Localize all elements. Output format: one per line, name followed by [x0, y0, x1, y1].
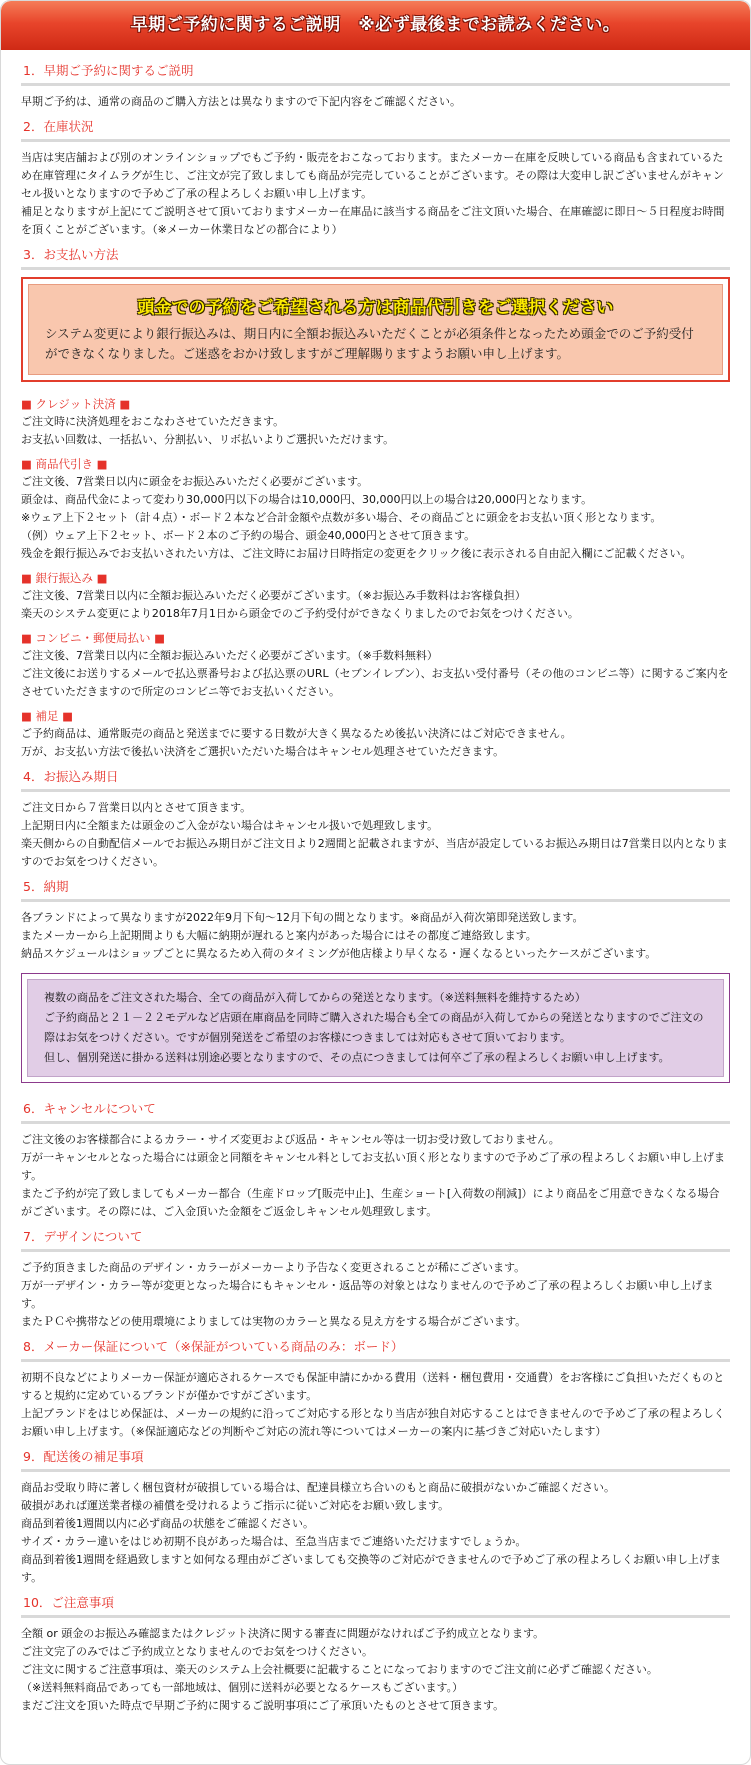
subsection-title-bank: ■ 銀行振込み ■ — [21, 571, 108, 585]
content — [1, 50, 750, 1715]
subsection-title-cod: ■ 商品代引き ■ — [21, 457, 108, 471]
subsection-text: ご注文後、7営業日以内に全額お振込みいただく必要がございます。（※お振込み手数料はお客様負担） — [21, 589, 526, 602]
subsection-text: 万が、お支払い方法で後払い決済をご選択いただいた場合はキャンセル処理させていただきます。 — [21, 745, 505, 758]
notice-text: 但し、個別発送に掛かる送料は別途必要となりますので、その点につきましては何卒ご了承の程よろしくお願い申し上げます。 — [44, 1051, 670, 1064]
section-text: （※送料無料商品であっても一部地域は、個別に送料が必要となるケースもございます。） — [21, 1681, 464, 1694]
section-text: 商品到着後1週間を経過致しますと如何なる理由がございましても交換等のご対応ができませんので予めご了承の程よろしくお願い申し上げます。 — [21, 1553, 721, 1584]
deposit-alert-inner — [28, 284, 723, 375]
section-text: 各ブランドによって異なりますが2022年9月下旬〜12月下旬の間となります。※商品が入荷次第即発送致します。 — [21, 911, 584, 924]
section-text: ご予約頂きました商品のデザイン・カラーがメーカーより予告なく変更されることが稀にございます。 — [21, 1261, 526, 1274]
section-text: ご注文完了のみではご予約成立となりませんのでお気をつけください。 — [21, 1645, 373, 1658]
section-text: 楽天側からの自動配信メールでお振込み期日がご注文日より2週間と記載されますが、当店が設定しているお振込み期日は7営業日以内となりますのでお気をつけください。 — [21, 837, 728, 868]
section-text: またご予約が完了致しましてもメーカー都合（生産ドロップ[販売中止]、生産ショート[入荷数の削減]）により商品をご用意できなくなる場合がございます。その際には、ご入金頂いた金額をご返金しキャンセル処理致します。 — [21, 1187, 720, 1218]
section-text: 全額 or 頭金のお振込み確認またはクレジット決済に関する審査に問題がなければご予約成立となります。 — [21, 1627, 545, 1640]
subsection-text: 楽天のシステム変更により2018年7月1日から頭金でのご予約受付ができなくりましたのでお気をつけください。 — [21, 607, 579, 620]
subsection-title-supplement: ■ 補足 ■ — [21, 709, 74, 723]
section-text: 早期ご予約は、通常の商品のご購入方法とは異なりますので下記内容をご確認ください。 — [21, 95, 461, 108]
section-text: 納品スケジュールはショップごとに異なるため入荷のタイミングが他店様より早くなる・遅くなるといったケースがございます。 — [21, 947, 657, 960]
section-text: 補足となりますが上記にてご説明させて頂いておりますメーカー在庫品に該当する商品をご注文頂いた場合、在庫確認に即日〜５日程度お時間を頂くことがございます。（※メーカー休業日などの都合により） — [21, 205, 725, 236]
subsection-text: ※ウェア上下２セット（計４点）・ボード２本など合計金額や点数が多い場合、その商品ごとに頭金をお支払い頂く形となります。 — [21, 511, 662, 524]
section-text: 初期不良などによりメーカー保証が適応されるケースでも保証申請にかかる費用（送料・梱包費用・交通費）をお客様にご負担いただくものとすると規約に定めているブランドが僅かですがございます。 — [21, 1371, 725, 1402]
section-text: 当店は実店舗および別のオンラインショップでもご予約・販売をおこなっております。またメーカー在庫を反映している商品も含まれているため在庫管理にタイムラグが生じ、ご注文が完了致しましても商品が完売していることがございます。その際は大変申し訳ございませんがキャンセル扱いとなりますので予めご了承の程よろしくお願い申し上げます。 — [21, 151, 724, 200]
section-text: 上記ブランドをはじめ保証は、メーカーの規約に沿ってご対応する形となり当店が独自対応することはできませんので予めご了承の程よろしくお願い申し上げます。（※保証適応などの判断やご対応の流れ等についてはメーカーの案内に基づきご対応いたします） — [21, 1407, 725, 1438]
notice-text: 複数の商品をご注文された場合、全ての商品が入荷してからの発送となります。（※送料無料を維持するため） — [44, 991, 586, 1004]
section-title-stock: 2．在庫状況 — [21, 115, 730, 142]
subsection-text: 頭金は、商品代金によって変わり30,000円以下の場合は10,000円、30,000円以上の場合は20,000円となります。 — [21, 493, 593, 506]
section-title-delivery: 5．納期 — [21, 875, 730, 902]
page-header — [1, 1, 750, 50]
section-title-cancel: 6．キャンセルについて — [21, 1097, 730, 1124]
section-text: またメーカーから上記期間よりも大幅に納期が遅れると案内があった場合にはその都度ご連絡致します。 — [21, 929, 537, 942]
section-title-after-delivery: 9．配送後の補足事項 — [21, 1445, 730, 1472]
section-title-design: 7．デザインについて — [21, 1225, 730, 1252]
notice-text: ご予約商品と２１－２２モデルなど店頭在庫商品を同時ご購入された場合も全ての商品が入荷してからの発送となりますのでご注文の際はお気をつけください。ですが個別発送をご希望のお客様につきましては対応もさせて頂いております。 — [44, 1011, 704, 1044]
section-text: 万が一キャンセルとなった場合には頭金と同額をキャンセル料としてお支払い頂く形となりますので予めご了承の程よろしくお願い申し上げます。 — [21, 1151, 725, 1182]
section-title-payment: 3．お支払い方法 — [21, 243, 730, 270]
section-text: まだご注文を頂いた時点で早期ご予約に関するご説明事項にご了承頂いたものとさせて頂きます。 — [21, 1699, 505, 1712]
subsection-text: ご注文後、7営業日以内に全額お振込みいただく必要がございます。（※手数料無料） — [21, 649, 438, 662]
section-text: 上記期日内に全額または頭金のご入金がない場合はキャンセル扱いで処理致します。 — [21, 819, 439, 832]
section-title-warranty: 8．メーカー保証について（※保証がついている商品のみ：ボード） — [21, 1335, 730, 1362]
subsection-text: （例）ウェア上下２セット、ボード２本のご予約の場合、頭金40,000円とさせて頂きます。 — [21, 529, 476, 542]
shipping-notice-box — [21, 973, 730, 1083]
section-text: 万が一デザイン・カラー等が変更となった場合にもキャンセル・返品等の対象とはなりませんので予めご了承の程よろしくお願い申し上げます。 — [21, 1279, 714, 1310]
subsection-text: ご注文時に決済処理をおこなわさせていただきます。 — [21, 415, 285, 428]
subsection-text: お支払い回数は、一括払い、分割払い、リボ払いよりご選択いただけます。 — [21, 433, 395, 446]
subsection-title-credit: ■ クレジット決済 ■ — [21, 397, 131, 411]
section-title-notes: 10．ご注意事項 — [21, 1591, 730, 1618]
section-title-early-reservation: 1．早期ご予約に関するご説明 — [21, 59, 730, 86]
deposit-alert-box — [21, 277, 730, 382]
subsection-text: ご注文後、7営業日以内に頭金をお振込みいただく必要がございます。 — [21, 475, 369, 488]
section-text: ご注文に関するご注意事項は、楽天のシステム上会社概要に記載することになっておりますのでご注文前に必ずご確認ください。 — [21, 1663, 658, 1676]
subsection-title-convenience: ■ コンビニ・郵便局払い ■ — [21, 631, 166, 645]
section-text: 商品お受取り時に著しく梱包資材が破損している場合は、配達員様立ち合いのもと商品に破損がないかご確認ください。 — [21, 1481, 615, 1494]
section-text: ご注文後のお客様都合によるカラー・サイズ変更および返品・キャンセル等は一切お受け致しておりません。 — [21, 1133, 560, 1146]
page-title: 早期ご予約に関するご説明 ※必ず最後までお読みください。 — [130, 15, 621, 35]
subsection-text: ご予約商品は、通常販売の商品と発送までに要する日数が大きく異なるため後払い決済にはご対応できません。 — [21, 727, 572, 740]
deposit-alert-heading: 頭金での予約をご希望される方は商品代引きをご選択ください — [137, 298, 614, 318]
section-text: またＰＣや携帯などの使用環境によりましては実物のカラーと異なる見え方をする場合がございます。 — [21, 1315, 527, 1328]
deposit-alert-body: システム変更により銀行振込みは、期日内に全額お振込みいただくことが必須条件となったため頭金でのご予約受付ができなくなりました。ご迷惑をおかけ致しますがご理解賜りますようお願い申し上げます。 — [45, 326, 694, 361]
section-title-deadline: 4．お振込み期日 — [21, 765, 730, 792]
section-text: 商品到着後1週間以内に必ず商品の状態をご確認ください。 — [21, 1517, 314, 1530]
section-text: 破損があれば運送業者様の補償を受けれるようご指示に従いご対応をお願い致します。 — [21, 1499, 450, 1512]
section-text: サイズ・カラー違いをはじめ初期不良があった場合は、至急当店までご連絡いただけますでしょうか。 — [21, 1535, 527, 1548]
section-text: ご注文日から７営業日以内とさせて頂きます。 — [21, 801, 252, 814]
subsection-text: 残金を銀行振込みでお支払いされたい方は、ご注文時にお届け日時指定の変更をクリック後に表示される自由記入欄にご記載ください。 — [21, 547, 692, 560]
subsection-text: ご注文後にお送りするメールで払込票番号および払込票のURL（セブンイレブン）、お支払い受付番号（その他のコンビニ等）に関するご案内をさせていただきますので所定のコンビニ等でお支払いください。 — [21, 667, 729, 698]
shipping-notice-inner — [27, 979, 724, 1077]
